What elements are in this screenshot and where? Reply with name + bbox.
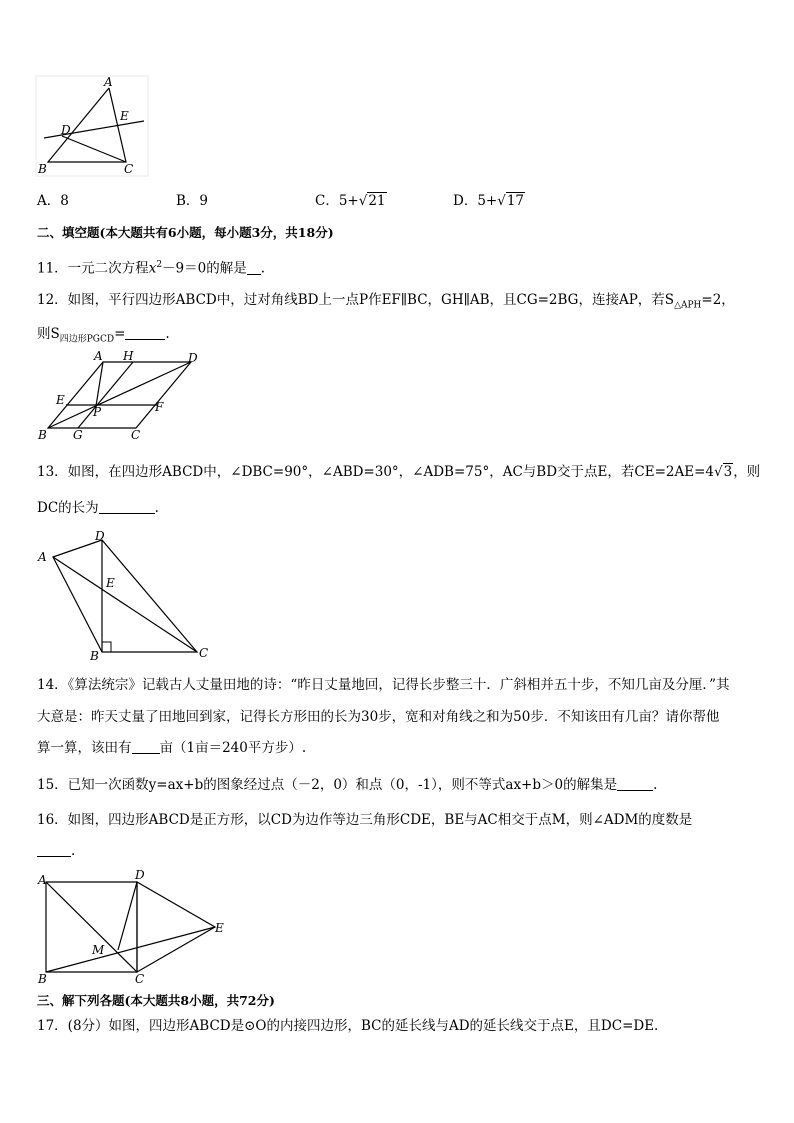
q11-eq: －9＝0 xyxy=(162,260,207,277)
figure-q12 xyxy=(36,350,216,445)
label-P: P xyxy=(93,405,102,419)
q12-subscript-2: 四边形PGCD xyxy=(59,334,115,345)
q13-line1-text: 13．如图，在四边形ABCD中，∠DBC=90°，∠ABD=30°，∠ADB=75°，AC与BD交于点E，若CE=2AE=4 xyxy=(37,464,714,480)
question-11 xyxy=(37,256,265,278)
q11-var: x xyxy=(148,260,157,277)
q13-end: . xyxy=(154,500,159,516)
q13-answer-blank xyxy=(99,499,155,514)
option-c-radicand: 21 xyxy=(368,193,386,209)
label-D: D xyxy=(61,123,71,137)
question-13-line2 xyxy=(37,499,159,517)
question-14-line2: 大意是：昨天丈量了田地回到家，记得长方形田的长为30步，宽和对角线之和为50步．不知该田有几亩？请你帮他 xyxy=(37,709,720,725)
q12-answer-blank xyxy=(125,325,165,340)
q13-line1-post: ，则 xyxy=(733,464,761,480)
q11-end: . xyxy=(260,260,266,277)
option-d-radicand: 17 xyxy=(506,193,525,209)
option-a: A．8 xyxy=(37,193,69,209)
q11-suffix: 的解是 xyxy=(206,260,247,277)
q11-prefix: 11．一元二次方程 xyxy=(37,260,149,277)
option-c-prefix: C．5+ xyxy=(315,193,359,209)
label-C: C xyxy=(199,646,209,660)
q12-line2-text: 则S xyxy=(37,326,60,342)
question-14-line1: 14．《算法统宗》记载古人丈量田地的诗：“昨日丈量地回，记得长步整三十．广斜相并五十步，不知几亩及分厘．”其 xyxy=(37,677,730,693)
label-A: A xyxy=(94,349,103,363)
label-M: M xyxy=(92,943,105,957)
label-D: D xyxy=(135,868,145,882)
figure-q10 xyxy=(36,76,151,176)
label-A: A xyxy=(38,873,47,887)
label-B: B xyxy=(38,428,47,442)
q12-line1-post: =2， xyxy=(701,292,735,308)
label-F: F xyxy=(155,400,164,414)
label-B: B xyxy=(38,162,47,176)
label-E: E xyxy=(120,109,129,123)
label-C: C xyxy=(124,162,134,176)
section-3-heading: 三、解下列各题(本大题共8小题，共72分) xyxy=(37,993,275,1008)
option-d-prefix: D．5+ xyxy=(453,193,498,209)
q13-radicand: 3 xyxy=(723,464,733,480)
question-12-line2 xyxy=(37,325,170,349)
label-G: G xyxy=(73,428,83,442)
label-E: E xyxy=(106,576,115,590)
q13-line2-text: DC的长为 xyxy=(37,500,99,516)
q11-exp: 2 xyxy=(156,260,163,270)
q12-end: . xyxy=(165,326,170,342)
q16-end: . xyxy=(71,843,76,859)
label-H: H xyxy=(123,349,134,363)
q14-line3-post: 亩（1亩＝240平方步）. xyxy=(159,740,307,756)
question-13-line1: 13．如图，在四边形ABCD中，∠DBC=90°，∠ABD=30°，∠ADB=75°，AC与BD交于点E，若CE=2AE=4√3，则 xyxy=(37,464,761,480)
option-d: D．5+√17 xyxy=(453,193,525,209)
label-B: B xyxy=(90,649,99,663)
q11-answer-blank xyxy=(247,260,261,275)
option-b: B．9 xyxy=(176,193,209,209)
question-16-line1: 16．如图，四边形ABCD是正方形，以CD为边作等边三角形CDE，BE与AC相交于点M，则∠ADM的度数是 xyxy=(37,812,693,828)
q12-line2-post: = xyxy=(114,326,126,342)
question-14-line3 xyxy=(37,739,306,757)
question-16-line2 xyxy=(37,842,75,860)
q12-subscript: △APH xyxy=(674,300,702,311)
figure-q13 xyxy=(36,528,216,663)
section-2-heading: 二、填空题(本大题共有6小题，每小题3分，共18分) xyxy=(37,225,334,240)
question-12-line1 xyxy=(37,291,735,315)
question-15 xyxy=(37,776,657,794)
label-D: D xyxy=(188,351,198,365)
q14-answer-blank xyxy=(132,739,160,754)
q16-answer-blank xyxy=(37,842,71,857)
figure-q16 xyxy=(36,866,236,991)
q15-text: 15．已知一次函数y=ax+b的图象经过点（－2，0）和点（0，-1），则不等式ax+b＞0的解集是 xyxy=(37,777,618,793)
q12-line1-text: 12．如图，平行四边形ABCD中，过对角线BD上一点P作EF∥BC，GH∥AB，且CG=2BG，连接AP，若S xyxy=(37,292,675,308)
q15-answer-blank xyxy=(617,776,653,791)
label-B: B xyxy=(38,972,47,986)
label-E: E xyxy=(56,393,65,407)
label-A: A xyxy=(104,75,113,89)
label-C: C xyxy=(131,428,141,442)
label-E: E xyxy=(215,921,224,935)
option-c: C．5+√21 xyxy=(315,193,386,209)
q14-line3-text: 算一算，该田有 xyxy=(37,740,132,756)
q15-end: . xyxy=(653,777,658,793)
label-C: C xyxy=(135,972,145,986)
label-D: D xyxy=(95,529,105,543)
question-17: 17．(8分）如图，四边形ABCD是⊙O的内接四边形，BC的延长线与AD的延长线交于点E，且DC=DE. xyxy=(37,1018,659,1034)
label-A: A xyxy=(38,550,47,564)
